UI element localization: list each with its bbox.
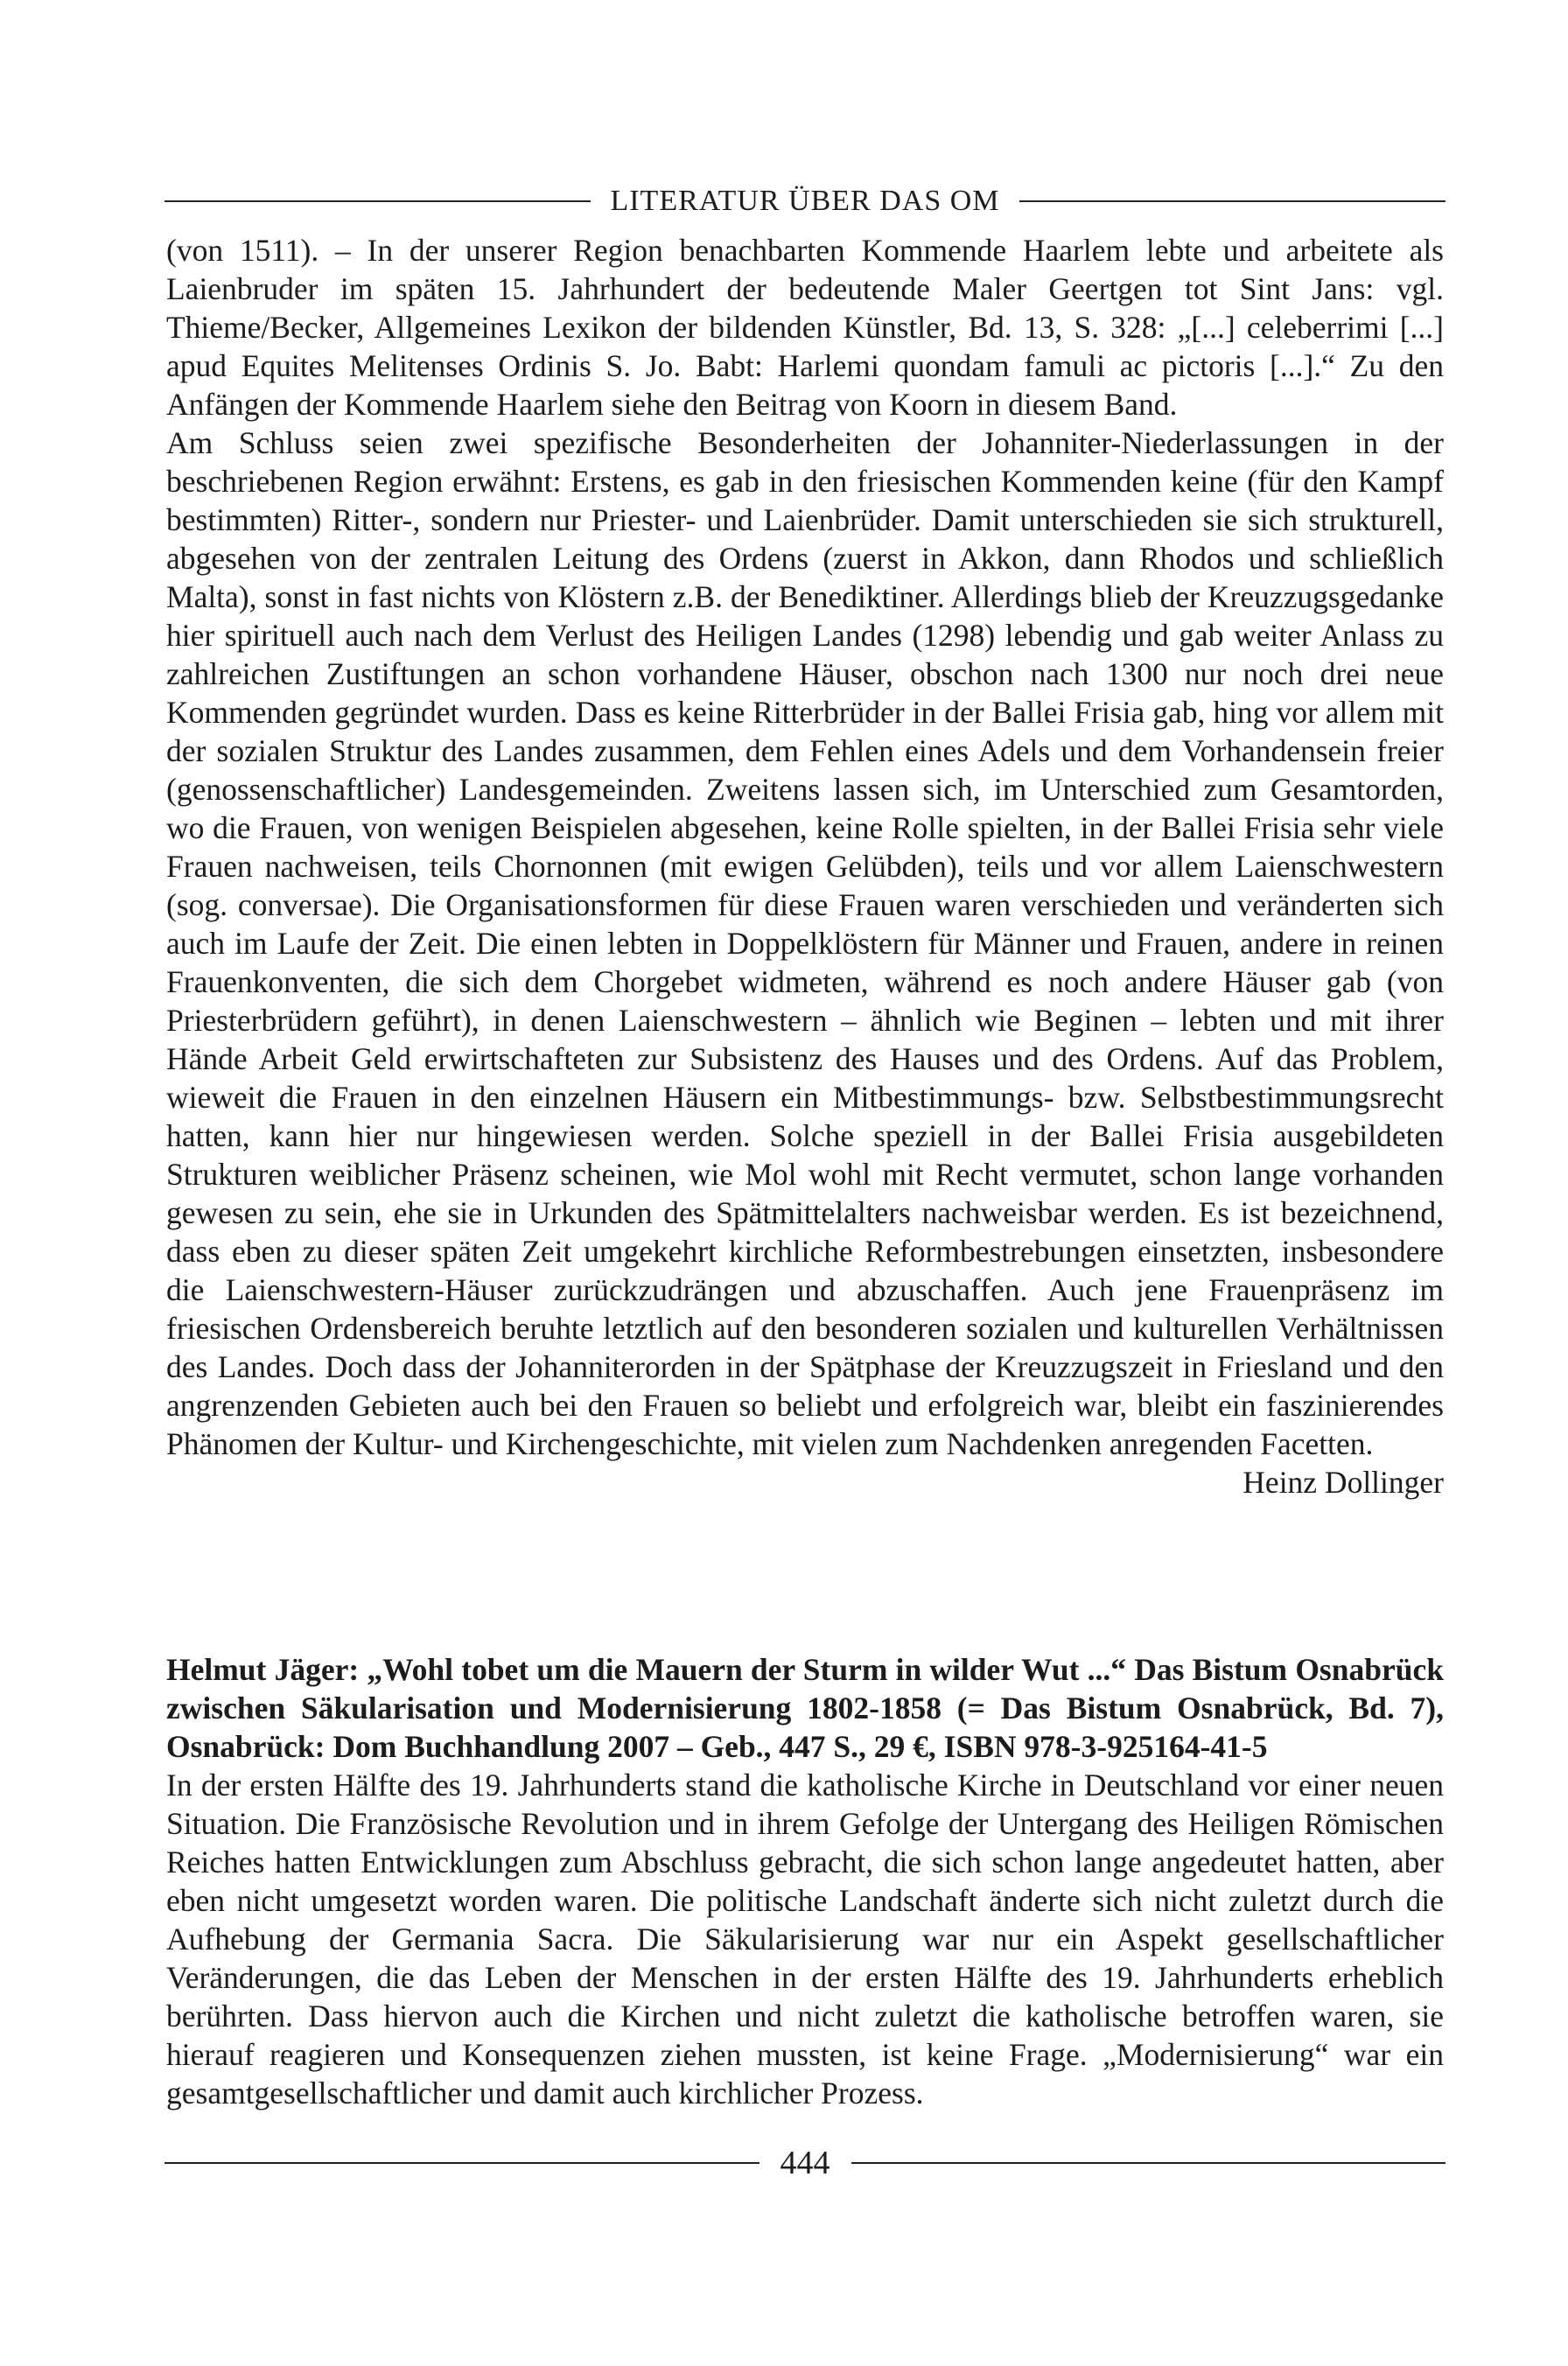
footer-rule-left xyxy=(164,2162,760,2164)
review-heading: Helmut Jäger: „Wohl tobet um die Mauern der Sturm in wilder Wut ...“ Das Bistum Osnabrück zwischen Säkularisation und Modernisierung 1802-1858 (= Das Bistum Osnabrück, Bd. 7), Osnabrück: Dom Buchhandlung 2007 – Geb., 447 S., 29 €, ISBN 978-3-925164-41-5 xyxy=(166,1652,1444,1764)
page-number: 444 xyxy=(780,2145,830,2181)
footer-rule-right xyxy=(851,2162,1446,2164)
running-header-title: LITERATUR ÜBER DAS OM xyxy=(610,185,1000,217)
main-text xyxy=(166,231,1444,1502)
book-review xyxy=(166,1650,1444,2112)
header-rule-left xyxy=(164,200,591,202)
paragraph-footnote-continuation: (von 1511). – In der unserer Region benachbarten Kommende Haarlem lebte und arbeitete als Laienbruder im späten 15. Jahrhundert der bedeutende Maler Geertgen tot Sint Jans: vgl. Thieme/Becker, Allgemeines Lexikon der bildenden Künstler, Bd. 13, S. 328: „[...] celeberrimi [...] apud Equites Melitenses Ordinis S. Jo. Babt: Harlemi quondam famuli ac pictoris [...].“ Zu den Anfängen der Kommende Haarlem siehe den Beitrag von Koorn in diesem Band. xyxy=(166,233,1444,422)
running-header xyxy=(164,175,1446,228)
page-footer xyxy=(164,2137,1446,2189)
review-paragraph: In der ersten Hälfte des 19. Jahrhunderts stand die katholische Kirche in Deutschland vor einer neuen Situation. Die Französische Revolution und in ihrem Gefolge der Untergang des Heiligen Römischen Reiches hatten Entwicklungen zum Abschluss gebracht, die sich schon lange angedeutet hatten, aber eben nicht umgesetzt worden waren. Die politische Landschaft änderte sich nicht zuletzt durch die Aufhebung der Germania Sacra. Die Säkularisierung war nur ein Aspekt gesellschaftlicher Veränderungen, die das Leben der Menschen in der ersten Hälfte des 19. Jahrhunderts erheblich berührten. Dass hiervon auch die Kirchen und nicht zuletzt die katholische betroffen waren, sie hierauf reagieren und Konsequenzen ziehen mussten, ist keine Frage. „Modernisierung“ war ein gesamtgesellschaftlicher und damit auch kirchlicher Prozess. xyxy=(166,1768,1444,2110)
paragraph-conclusion: Am Schluss seien zwei spezifische Besonderheiten der Johanniter-Niederlassungen in der beschriebenen Region erwähnt: Erstens, es gab in den friesischen Kommenden keine (für den Kampf bestimmten) Ritter-, sondern nur Priester- und Laienbrüder. Damit unterschieden sie sich strukturell, abgesehen von der zentralen Leitung des Ordens (zuerst in Akkon, dann Rhodos und schließlich Malta), sonst in fast nichts von Klöstern z.B. der Benediktiner. Allerdings blieb der Kreuzzugsgedanke hier spirituell auch nach dem Verlust des Heiligen Landes (1298) lebendig und gab weiter Anlass zu zahlreichen Zustiftungen an schon vorhandene Häuser, obschon nach 1300 nur noch drei neue Kommenden gegründet wurden. Dass es keine Ritterbrüder in der Ballei Frisia gab, hing vor allem mit der sozialen Struktur des Landes zusammen, dem Fehlen eines Adels und dem Vorhandensein freier (genossenschaftlicher) Landesgemeinden. Zweitens lassen sich, im Unterschied zum Gesamtorden, wo die Frauen, von wenigen Beispielen abgesehen, keine Rolle spielten, in der Ballei Frisia sehr viele Frauen nachweisen, teils Chornonnen (mit ewigen Gelübden), teils und vor allem Laienschwestern (sog. conversae). Die Organisationsformen für diese Frauen waren verschieden und veränderten sich auch im Laufe der Zeit. Die einen lebten in Doppelklöstern für Männer und Frauen, andere in reinen Frauenkonventen, die sich dem Chorgebet widmeten, während es noch andere Häuser gab (von Priesterbrüdern geführt), in denen Laienschwestern – ähnlich wie Beginen – lebten und mit ihrer Hände Arbeit Geld erwirtschafteten zur Subsistenz des Hauses und des Ordens. Auf das Problem, wieweit die Frauen in den einzelnen Häusern ein Mitbestimmungs- bzw. Selbstbestimmungsrecht hatten, kann hier nur hingewiesen werden. Solche speziell in der Ballei Frisia ausgebildeten Strukturen weiblicher Präsenz scheinen, wie Mol wohl mit Recht vermutet, schon lange vorhanden gewesen zu sein, ehe sie in Urkunden des Spätmittelalters nachweisbar werden. Es ist bezeichnend, dass eben zu dieser späten Zeit umgekehrt kirchliche Reformbestrebungen einsetzten, insbesondere die Laienschwestern-Häuser zurückzudrängen und abzuschaffen. Auch jene Frauenpräsenz im friesischen Ordensbereich beruhte letztlich auf den besonderen sozialen und kulturellen Verhältnissen des Landes. Doch dass der Johanniterorden in der Spätphase der Kreuzzugszeit in Friesland und den angrenzenden Gebieten auch bei den Frauen so beliebt und erfolgreich war, bleibt ein faszinierendes Phänomen der Kultur- und Kirchengeschichte, mit vielen zum Nachdenken anregenden Facetten. xyxy=(166,425,1444,1461)
author-signature: Heinz Dollinger xyxy=(1242,1465,1444,1500)
header-rule-right xyxy=(1019,200,1446,202)
